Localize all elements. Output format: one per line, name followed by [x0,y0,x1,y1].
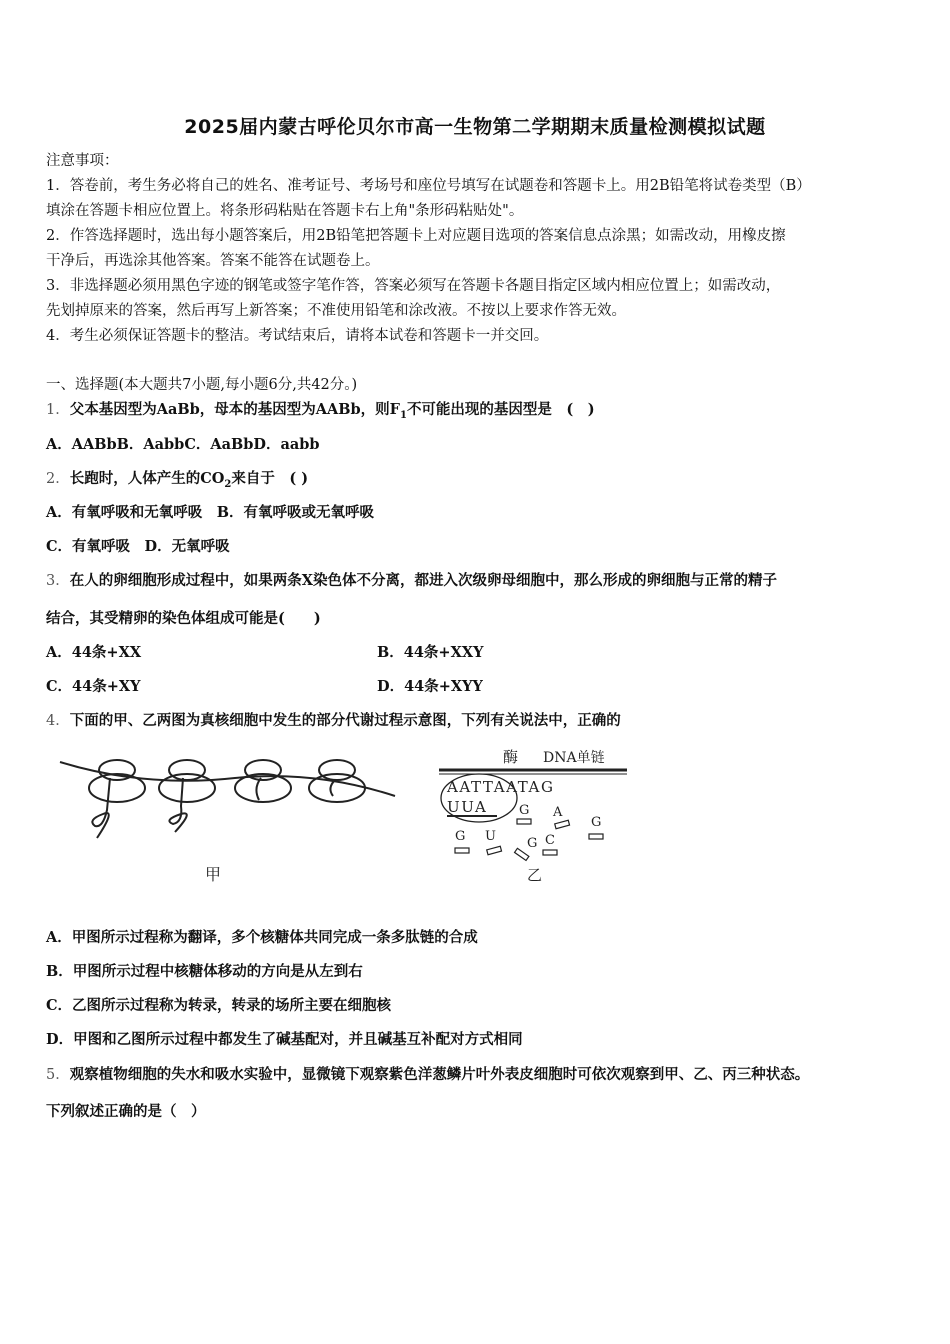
question-1-options: A．AABbB．AabbC．AaBbD．aabb [46,436,320,453]
free-nucleotide-base: G [455,829,466,844]
question-3-option-b: B．44条+XXY [377,644,484,661]
free-nucleotide-base: G [519,803,530,818]
free-nucleotide-base: U [485,829,496,844]
question-3-option-d: D．44条+XYY [377,678,483,695]
question-3-stem [46,571,916,591]
notice-line: 3．非选择题必须用黑色字迹的钢笔或签字笔作答，答案必须写在答题卡各题目指定区域内相应位置上；如需改动， [46,278,781,294]
free-nucleotide-base: G [527,836,538,851]
free-nucleotide-base: G [591,815,602,830]
notice-line: 填涂在答题卡相应位置上。将条形码粘贴在答题卡右上角"条形码粘贴处"。 [46,203,524,219]
question-text: 来自于 ( ) [231,470,309,487]
question-4-stem [46,711,916,731]
subscript: 2 [224,478,232,490]
label-jia: 甲 [205,865,222,884]
notice-line: 2．作答选择题时，选出每小题答案后，用2B铅笔把答题卡上对应题目选项的答案信息点涂黑；如需改动，用橡皮擦 [46,228,786,244]
question-4-option-a: A．甲图所示过程称为翻译，多个核糖体共同完成一条多肽链的合成 [46,929,478,946]
ribosome [309,760,365,802]
ribosome [235,760,291,802]
question-2-stem [46,469,916,495]
figure-yi-transcription [435,744,635,886]
question-number: 3． [46,573,70,589]
question-4-option-c: C．乙图所示过程称为转录，转录的场所主要在细胞核 [46,997,392,1014]
label-enzyme: 酶 [503,748,519,766]
question-2-options-ab: A．有氧呼吸和无氧呼吸 B．有氧呼吸或无氧呼吸 [46,504,375,521]
notice-line: 4．考生必须保证答题卡的整洁。考试结束后，请将本试卷和答题卡一并交回。 [46,328,549,344]
question-text: 下面的甲、乙两图为真核细胞中发生的部分代谢过程示意图，下列有关说法中，正确的 [69,712,621,729]
label-yi: 乙 [527,866,543,884]
free-nucleotide [455,848,469,853]
notice-line: 1．答卷前，考生务必将自己的姓名、准考证号、考场号和座位号填写在试题卷和答题卡上。用2B铅笔将试卷类型（B） [46,178,811,194]
subscript: 1 [399,409,407,421]
ribosome [159,760,215,832]
free-nucleotide-base: C [545,833,555,848]
free-nucleotide [543,850,557,855]
question-text: 观察植物细胞的失水和吸水实验中，显微镜下观察紫色洋葱鳞片叶外表皮细胞时可依次观察到甲、乙、丙三种状态。 [69,1066,810,1083]
free-nucleotide [555,820,570,828]
question-number: 1． [46,402,70,418]
rna-base-sequence: UUA [447,798,488,816]
question-4-option-d: D．甲图和乙图所示过程中都发生了碱基配对，并且碱基互补配对方式相同 [46,1031,523,1048]
notice-line: 先划掉原来的答案，然后再写上新答案；不准使用铅笔和涂改液。不按以上要求作答无效。 [46,303,626,319]
question-3-option-c: C．44条+XY [46,678,141,695]
question-number: 5． [46,1067,70,1083]
dna-base-sequence: AATTAATAG [447,778,555,796]
label-dna-single-strand: DNA单链 [543,750,605,766]
section-heading: 一、选择题(本大题共7小题,每小题6分,共42分。) [46,377,358,393]
question-5-stem [46,1065,926,1085]
question-3-stem-cont: 结合，其受精卵的染色体组成可能是( ) [46,610,321,627]
free-nucleotide [487,846,502,854]
question-text: 长跑时，人体产生的CO [69,470,225,487]
figure-jia-translation [55,748,405,888]
question-number: 2． [46,471,70,487]
question-1-stem [46,400,916,426]
notice-heading: 注意事项： [46,153,119,169]
question-5-stem-cont: 下列叙述正确的是（ ） [46,1103,206,1120]
question-text: 在人的卵细胞形成过程中，如果两条X染色体不分离，都进入次级卵母细胞中，那么形成的卵细胞与正常的精子 [69,572,777,589]
exam-title: 2025届内蒙古呼伦贝尔市高一生物第二学期期末质量检测模拟试题 [184,116,766,138]
question-text: 不可能出现的基因型是 ( ) [406,401,595,418]
question-number: 4． [46,713,70,729]
question-4-option-b: B．甲图所示过程中核糖体移动的方向是从左到右 [46,963,363,980]
free-nucleotide-base: A [553,805,563,820]
free-nucleotide [517,819,531,824]
notice-line: 干净后，再选涂其他答案。答案不能答在试题卷上。 [46,253,380,269]
question-2-options-cd: C．有氧呼吸 D．无氧呼吸 [46,538,230,555]
question-text: 父本基因型为AaBb，母本的基因型为AABb，则F [69,401,400,418]
question-3-option-a: A．44条+XX [46,644,142,661]
free-nucleotide [589,834,603,839]
